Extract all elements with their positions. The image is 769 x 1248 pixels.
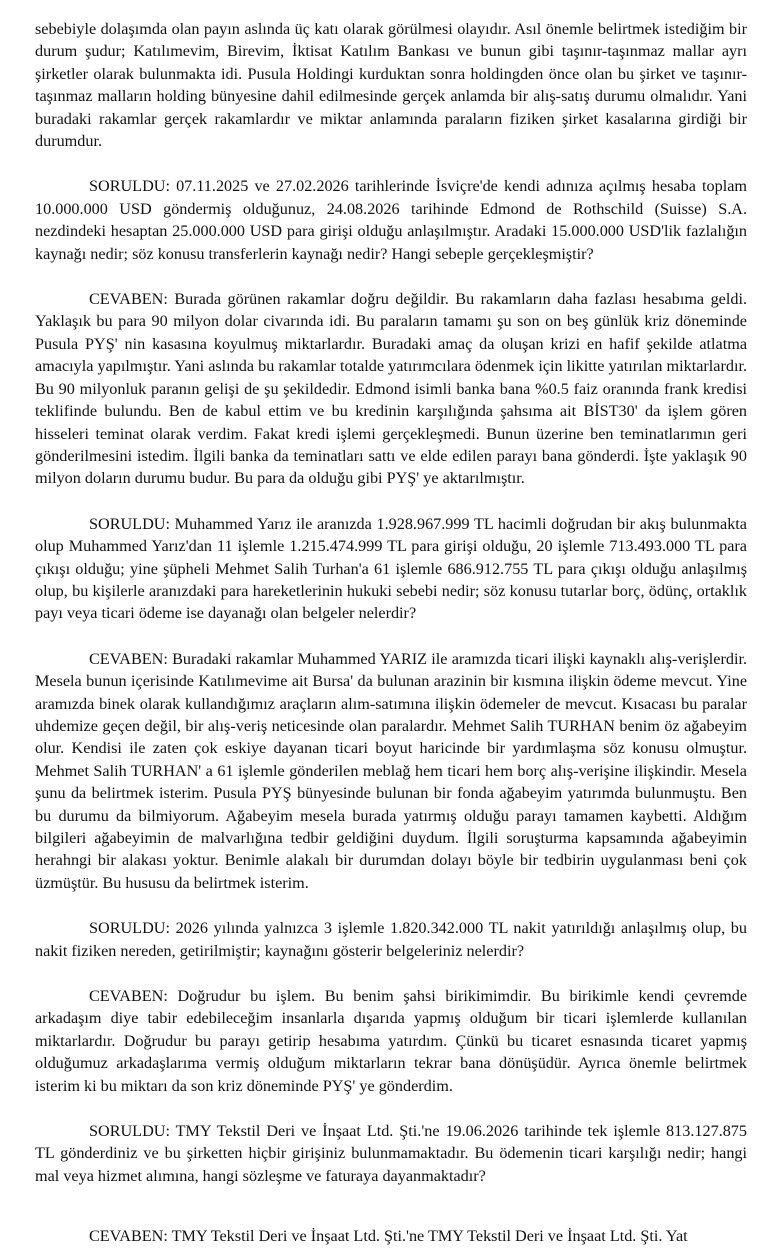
paragraph-gap: [35, 894, 747, 917]
answer-paragraph: CEVABEN: TMY Tekstil Deri ve İnşaat Ltd. Şti.'ne TMY Tekstil Deri ve İnşaat Ltd. Şti. Yat: [89, 1227, 688, 1246]
answer-paragraph: CEVABEN: Buradaki rakamlar Muhammed YARIZ ile aramızda ticari ilişki kaynaklı alış-verişlerdir. Mesela bunun içerisinde Katılımevime ait Bursa' da bulunan arazinin bir kısmına ilişkin ödeme mevcut. Yine aramızda binek olarak kullandığımız araçların alım-satımına ilişkin ödemeler de mevcut. Kısacası bu paralar uhdemize geçen değil, bir alış-veriş neticesinde olan paralardır. Mehmet Salih TURHAN benim öz ağabeyim olur. Kendisi ile zaten çok eskiye dayanan ticari boyut haricinde bir yardımlaşma söz konusu olmuştur. Mehmet Salih TURHAN' a 61 işlemle gönderilen meblağ hem ticari hem borç alış-verişine ilişkindir. Mesela şunu da belirtmek isterim. Pusula PYŞ bünyesinde bulunan bir fonda ağabeyim yatırımda bulunmuştu. Ben bu durumu da bilmiyorum. Ağabeyim mesela burada yatırmış olduğu parayı tamamen kaybetti. Aldığım bilgileri ağabeyimin de malvarlığına tedbir geldiğini duydum. İlgili soruşturma kapsamında ağabeyimin herahngi bir alakası yoktur. Benimle alakalı bir durumdan dolayı böyle bir tedbirin uygulanması beni çok üzmüştür. Bu hususu da belirtmek isterim.: [35, 649, 747, 892]
question-paragraph: SORULDU: 07.11.2025 ve 27.02.2026 tarihlerinde İsviçre'de kendi adınıza açılmış hesaba toplam 10.000.000 USD göndermiş olduğunuz, 24.08.2026 tarihinde Edmond de Rothschild (Suisse) S.A. nezdindeki hesaptan 25.000.000 USD para girişi olduğu anlaşılmıştır. Aradaki 15.000.000 USD'lik fazlalığın kaynağı nedir; söz konusu transferlerin kaynağı nedir? Hangi sebeple gerçekleşmiştir?: [35, 177, 747, 263]
paragraph-gap: [35, 625, 747, 648]
paragraph-continuation: sebebiyle dolaşımda olan payın aslında üç katı olarak görülmesi olayıdır. Asıl önemle belirtmek istediğim bir durum şudur; Katılımevim, Birevim, İktisat Katılım Bankası ve bunun gibi taşınır-taşınmaz mallar ayrı şirketler olarak bulunmakta idi. Pusula Holdingi kurduktan sonra holdingden önce olan bu şirket ve taşınır-taşınmaz malların holding bünyesine dahil edilmesinde gerçek anlamda bir alış-satış durumu olmalıdır. Yani buradaki rakamlar gerçek rakamlardır ve miktar anlamında paraların fiziken şirket kasalarına girdiği bir durumdur.: [35, 20, 747, 151]
paragraph-gap: [35, 962, 747, 985]
question-paragraph: SORULDU: Muhammed Yarız ile aranızda 1.928.967.999 TL hacimli doğrudan bir akış bulunmakta olup Muhammed Yarız'dan 11 işlemle 1.215.474.999 TL para girişi olduğu, 20 işlemle 713.493.000 TL para çıkışı olduğu; yine şüpheli Mehmet Salih Turhan'a 61 işlemle 686.912.755 TL para çıkışı olduğu anlaşılmış olup, bu kişilerle aranızdaki para hareketlerinin hukuki sebebi nedir; söz konusu tutarlar borç, ödünç, ortaklık payı veya ticari ödeme ise dayanağı olan belgeler nelerdir?: [35, 514, 747, 623]
question-paragraph: SORULDU: TMY Tekstil Deri ve İnşaat Ltd. Şti.'ne 19.06.2026 tarihinde tek işlemle 813.127.875 TL gönderdiniz ve bu şirketten hiçbir girişiniz bulunmamaktadır. Bu ödemenin ticari karşılığı nedir; hangi mal veya hizmet alımına, hangi sözleşme ve faturaya dayanmaktadır?: [35, 1122, 747, 1185]
answer-paragraph: CEVABEN: Burada görünen rakamlar doğru değildir. Bu rakamların daha fazlası hesabıma geldi. Yaklaşık bu para 90 milyon dolar civarında idi. Bu paraların tamamı şu son on beş günlük kriz döneminde Pusula PYŞ' nin kasasına koyulmuş miktarlardır. Buradaki amaç da oluşan krizi en hafif şekilde atlatma amacıyla yapılmıştır. Yani aslında bu rakamlar totalde yatırımcılara ödenmek için likitte yatırılan miktarlardır. Bu 90 milyonluk paranın gelişi de şu şekildedir. Edmond isimli banka bana %0.5 faiz oranında frank kredisi teklifinde bulundu. Ben de kabul ettim ve bu kredinin karşılığında şahsıma ait BİST30' da işlem gören hisseleri teminat olarak verdim. Fakat kredi işlemi gerçekleşmedi. Bunun üzerine ben teminatlarımın geri gönderilmesini istedim. İlgili banka da teminatları sattı ve elde edilen parayı bana gönderdi. İşte yaklaşık 90 milyon doların durumu budur. Bu para da olduğu gibi PYŞ' ye aktarılmıştır.: [35, 290, 747, 488]
paragraph-gap: [35, 1187, 747, 1225]
paragraph-gap: [35, 265, 747, 288]
paragraph-gap: [35, 152, 747, 175]
answer-paragraph: CEVABEN: Doğrudur bu işlem. Bu benim şahsi birikimimdir. Bu birikimle kendi çevremde arkadaşım diye tabir edebileceğim insanlarla dışarıda yapmış olduğum bir ticari işlemlerde kullanılan miktarlardır. Doğrudur bu parayı getirip hesabıma yatırdım. Çünkü bu ticaret esnasında ticaret yapmış olduğumuz arkadaşlarıma vermiş olduğum miktarların tekrar bana dönüşüdür. Ayrıca önemle belirtmek isterim ki bu miktarı da son kriz döneminde PYŞ' ye gönderdim.: [35, 987, 747, 1095]
paragraph-gap: [35, 1097, 747, 1120]
paragraph-gap: [35, 490, 747, 513]
question-paragraph: SORULDU: 2026 yılında yalnızca 3 işlemle 1.820.342.000 TL nakit yatırıldığı anlaşılmış olup, bu nakit fiziken nereden, getirilmiştir; kaynağını gösterir belgeleriniz nelerdir?: [35, 919, 747, 960]
